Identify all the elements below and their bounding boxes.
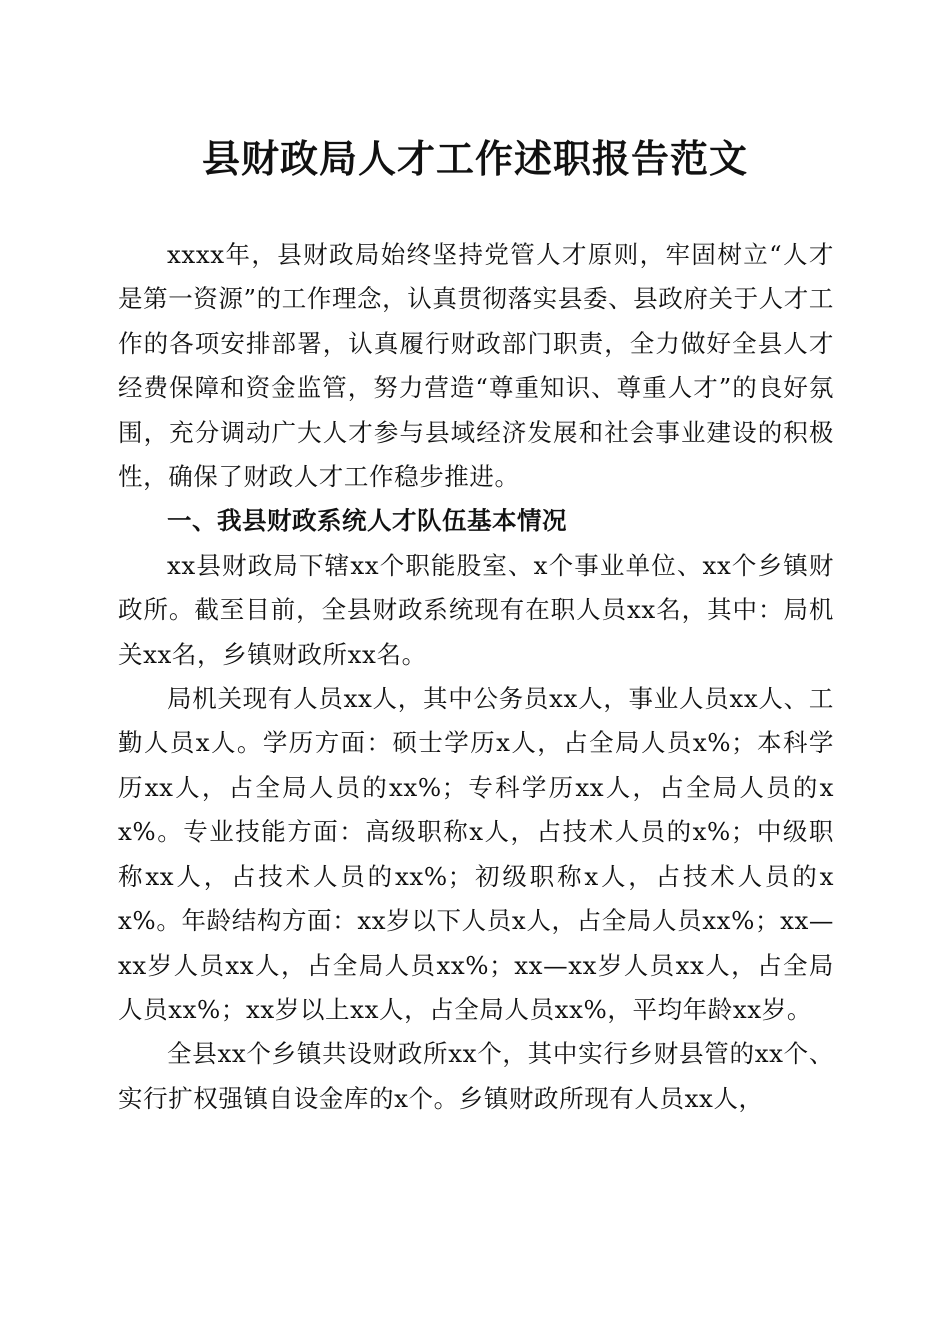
document-body [118, 233, 834, 1121]
section-heading-1: 一、我县财政系统人才队伍基本情况 [167, 506, 567, 536]
paragraph-organization: xx县财政局下辖xx个职能股室、x个事业单位、xx个乡镇财政所。截至目前，全县财政系统现有在职人员xx名，其中：局机关xx名，乡镇财政所xx名。 [118, 550, 834, 669]
paragraph-bureau-staff: 局机关现有人员xx人，其中公务员xx人，事业人员xx人、工勤人员x人。学历方面：硕士学历x人，占全局人员x%；本科学历xx人，占全局人员的xx%；专科学历xx人，占全局人员的xx%。专业技能方面：高级职称x人，占技术人员的x%；中级职称xx人，占技术人员的xx%；初级职称x人，占技术人员的xx%。年龄结构方面：xx岁以下人员x人，占全局人员xx%；xx—xx岁人员xx人，占全局人员xx%；xx—xx岁人员xx人，占全局人员xx%；xx岁以上xx人，占全局人员xx%，平均年龄xx岁。 [118, 684, 834, 1024]
paragraph-township-offices: 全县xx个乡镇共设财政所xx个，其中实行乡财县管的xx个、实行扩权强镇自设金库的x个。乡镇财政所现有人员xx人， [118, 1039, 834, 1113]
document-title: 县财政局人才工作述职报告范文 [201, 136, 748, 181]
intro-paragraph: xxxx年，县财政局始终坚持党管人才原则，牢固树立“人才是第一资源”的工作理念，认真贯彻落实县委、县政府关于人才工作的各项安排部署，认真履行财政部门职责，全力做好全县人才经费保障和资金监管，努力营造“尊重知识、尊重人才”的良好氛围，充分调动广大人才参与县域经济发展和社会事业建设的积极性，确保了财政人才工作稳步推进。 [118, 240, 834, 492]
